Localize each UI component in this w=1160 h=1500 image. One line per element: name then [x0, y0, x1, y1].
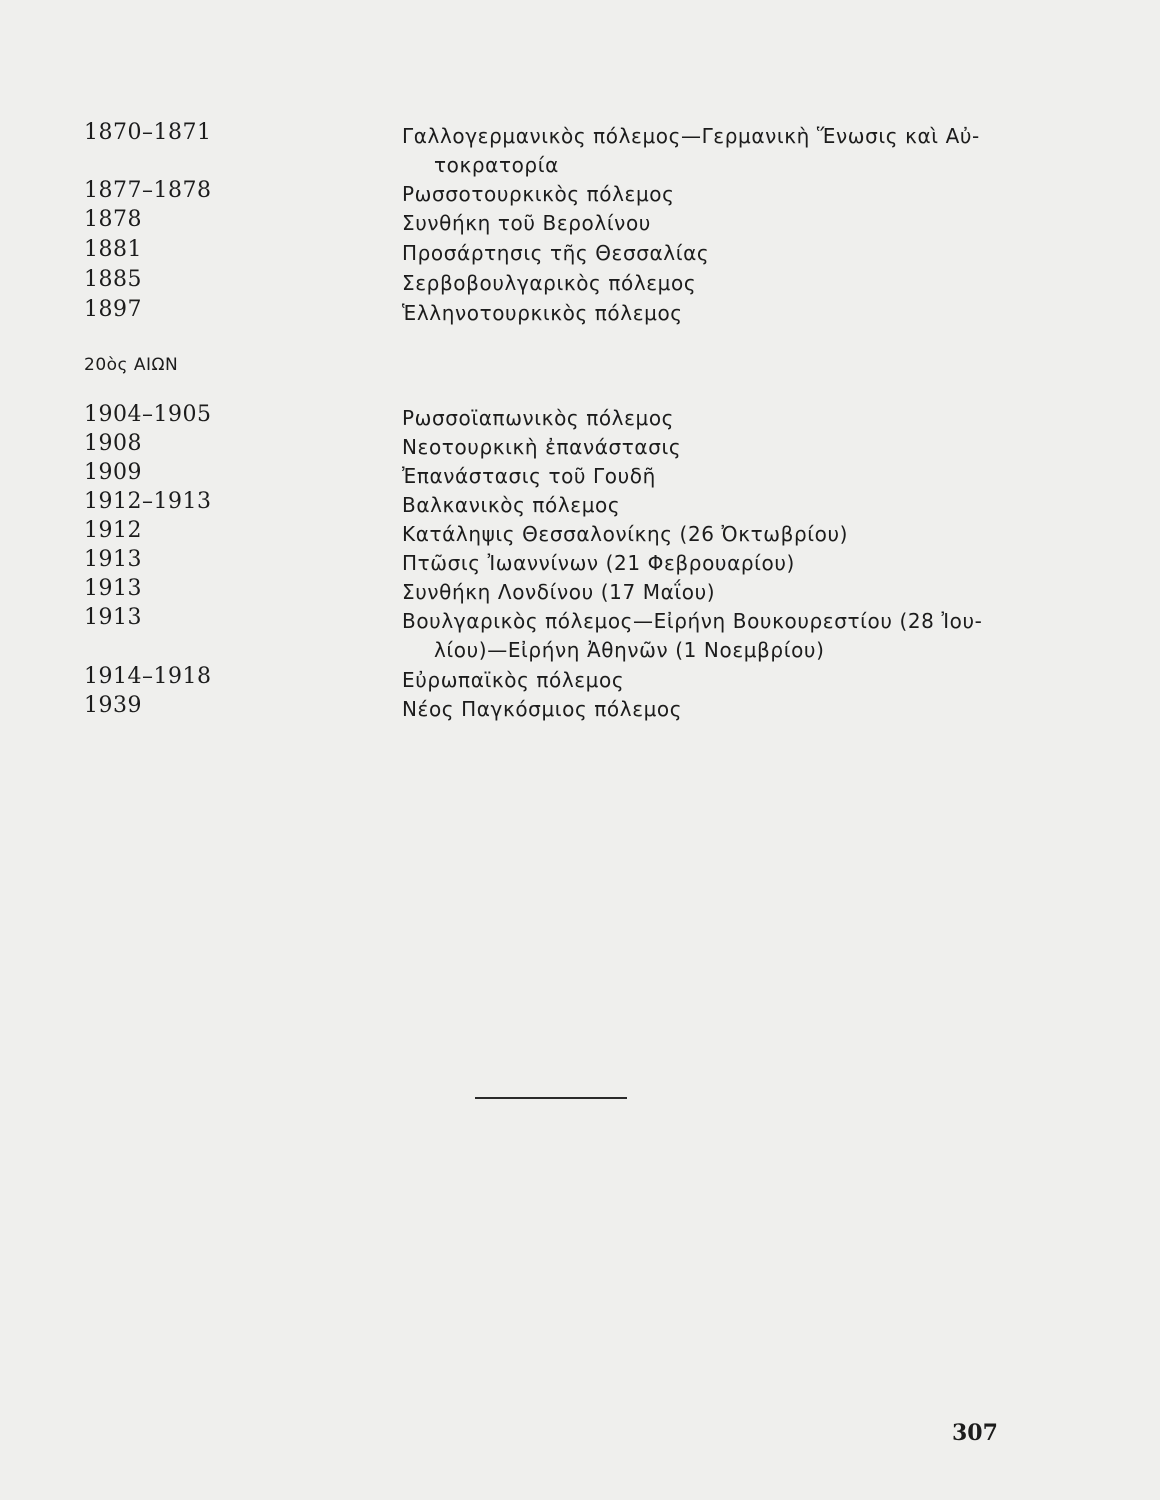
end-divider: [475, 1097, 627, 1099]
year: 1939: [84, 693, 142, 718]
chronology-row: [0, 460, 1160, 490]
year: 1913: [84, 576, 142, 601]
chronology-row: [0, 120, 1160, 177]
year: 1878: [84, 207, 142, 232]
year: 1877–1878: [84, 178, 212, 203]
event-text: Ρωσσοϊαπωνικὸς πόλεμος: [402, 406, 675, 430]
year: 1914–1918: [84, 664, 212, 689]
event-continuation: λίου)—Εἰρήνη Ἀθηνῶν (1 Νοεμβρίου): [434, 638, 825, 662]
event-text: Νεοτουρκικὴ ἐπανάστασις: [402, 435, 682, 459]
chronology-row: [0, 237, 1160, 267]
chronology-row: [0, 547, 1160, 577]
event-text: Γαλλογερμανικὸς πόλεμος—Γερμανικὴ Ἕνωσις καὶ Αὐ-: [402, 124, 980, 148]
year: 1881: [84, 237, 142, 262]
chronology-row: [0, 605, 1160, 662]
chronology-row: [0, 297, 1160, 327]
event: [402, 607, 1042, 665]
year: 1908: [84, 431, 142, 456]
year: 1904–1905: [84, 402, 212, 427]
event-text: Πτῶσις Ἰωαννίνων (21 Φεβρουαρίου): [402, 551, 795, 575]
chronology-row: [0, 489, 1160, 519]
chronology-row: [0, 267, 1160, 297]
chronology-row: [0, 693, 1160, 723]
event-text: Συνθήκη τοῦ Βερολίνου: [402, 211, 651, 235]
year: 1870–1871: [84, 120, 212, 145]
chronology-row: [0, 431, 1160, 461]
event-text: Κατάληψις Θεσσαλονίκης (26 Ὀκτωβρίου): [402, 522, 849, 546]
year: 1912: [84, 518, 142, 543]
event-text: Προσάρτησις τῆς Θεσσαλίας: [402, 241, 710, 265]
year: 1913: [84, 605, 142, 630]
chronology-row: [0, 518, 1160, 548]
event-text: Νέος Παγκόσμιος πόλεμος: [402, 697, 683, 721]
event-text: Βουλγαρικὸς πόλεμος—Εἰρήνη Βουκουρεστίου (28 Ἰου-: [402, 609, 983, 633]
chronology-row: [0, 178, 1160, 208]
event-text: Συνθήκη Λονδίνου (17 Μαΐου): [402, 580, 716, 604]
year: 1913: [84, 547, 142, 572]
chronology-row: [0, 207, 1160, 237]
event-continuation: τοκρατορία: [434, 153, 559, 177]
year: 1909: [84, 460, 142, 485]
year: 1912–1913: [84, 489, 212, 514]
year: 1897: [84, 297, 142, 322]
event: [402, 122, 1042, 180]
page-number: 307: [952, 1420, 998, 1446]
section-heading: 20ὸς ΑΙΩΝ: [84, 355, 179, 375]
year: 1885: [84, 267, 142, 292]
event-text: Βαλκανικὸς πόλεμος: [402, 493, 621, 517]
chronology-row: [0, 664, 1160, 694]
event-text: Ἑλληνοτουρκικὸς πόλεμος: [402, 301, 683, 325]
event-text: Σερβοβουλγαρικὸς πόλεμος: [402, 271, 697, 295]
event-text: Ἐπανάστασις τοῦ Γουδῆ: [402, 464, 656, 488]
chronology-row: [0, 402, 1160, 432]
chronology-row: [0, 576, 1160, 606]
event-text: Ρωσσοτουρκικὸς πόλεμος: [402, 182, 675, 206]
event-text: Εὐρωπαϊκὸς πόλεμος: [402, 668, 625, 692]
